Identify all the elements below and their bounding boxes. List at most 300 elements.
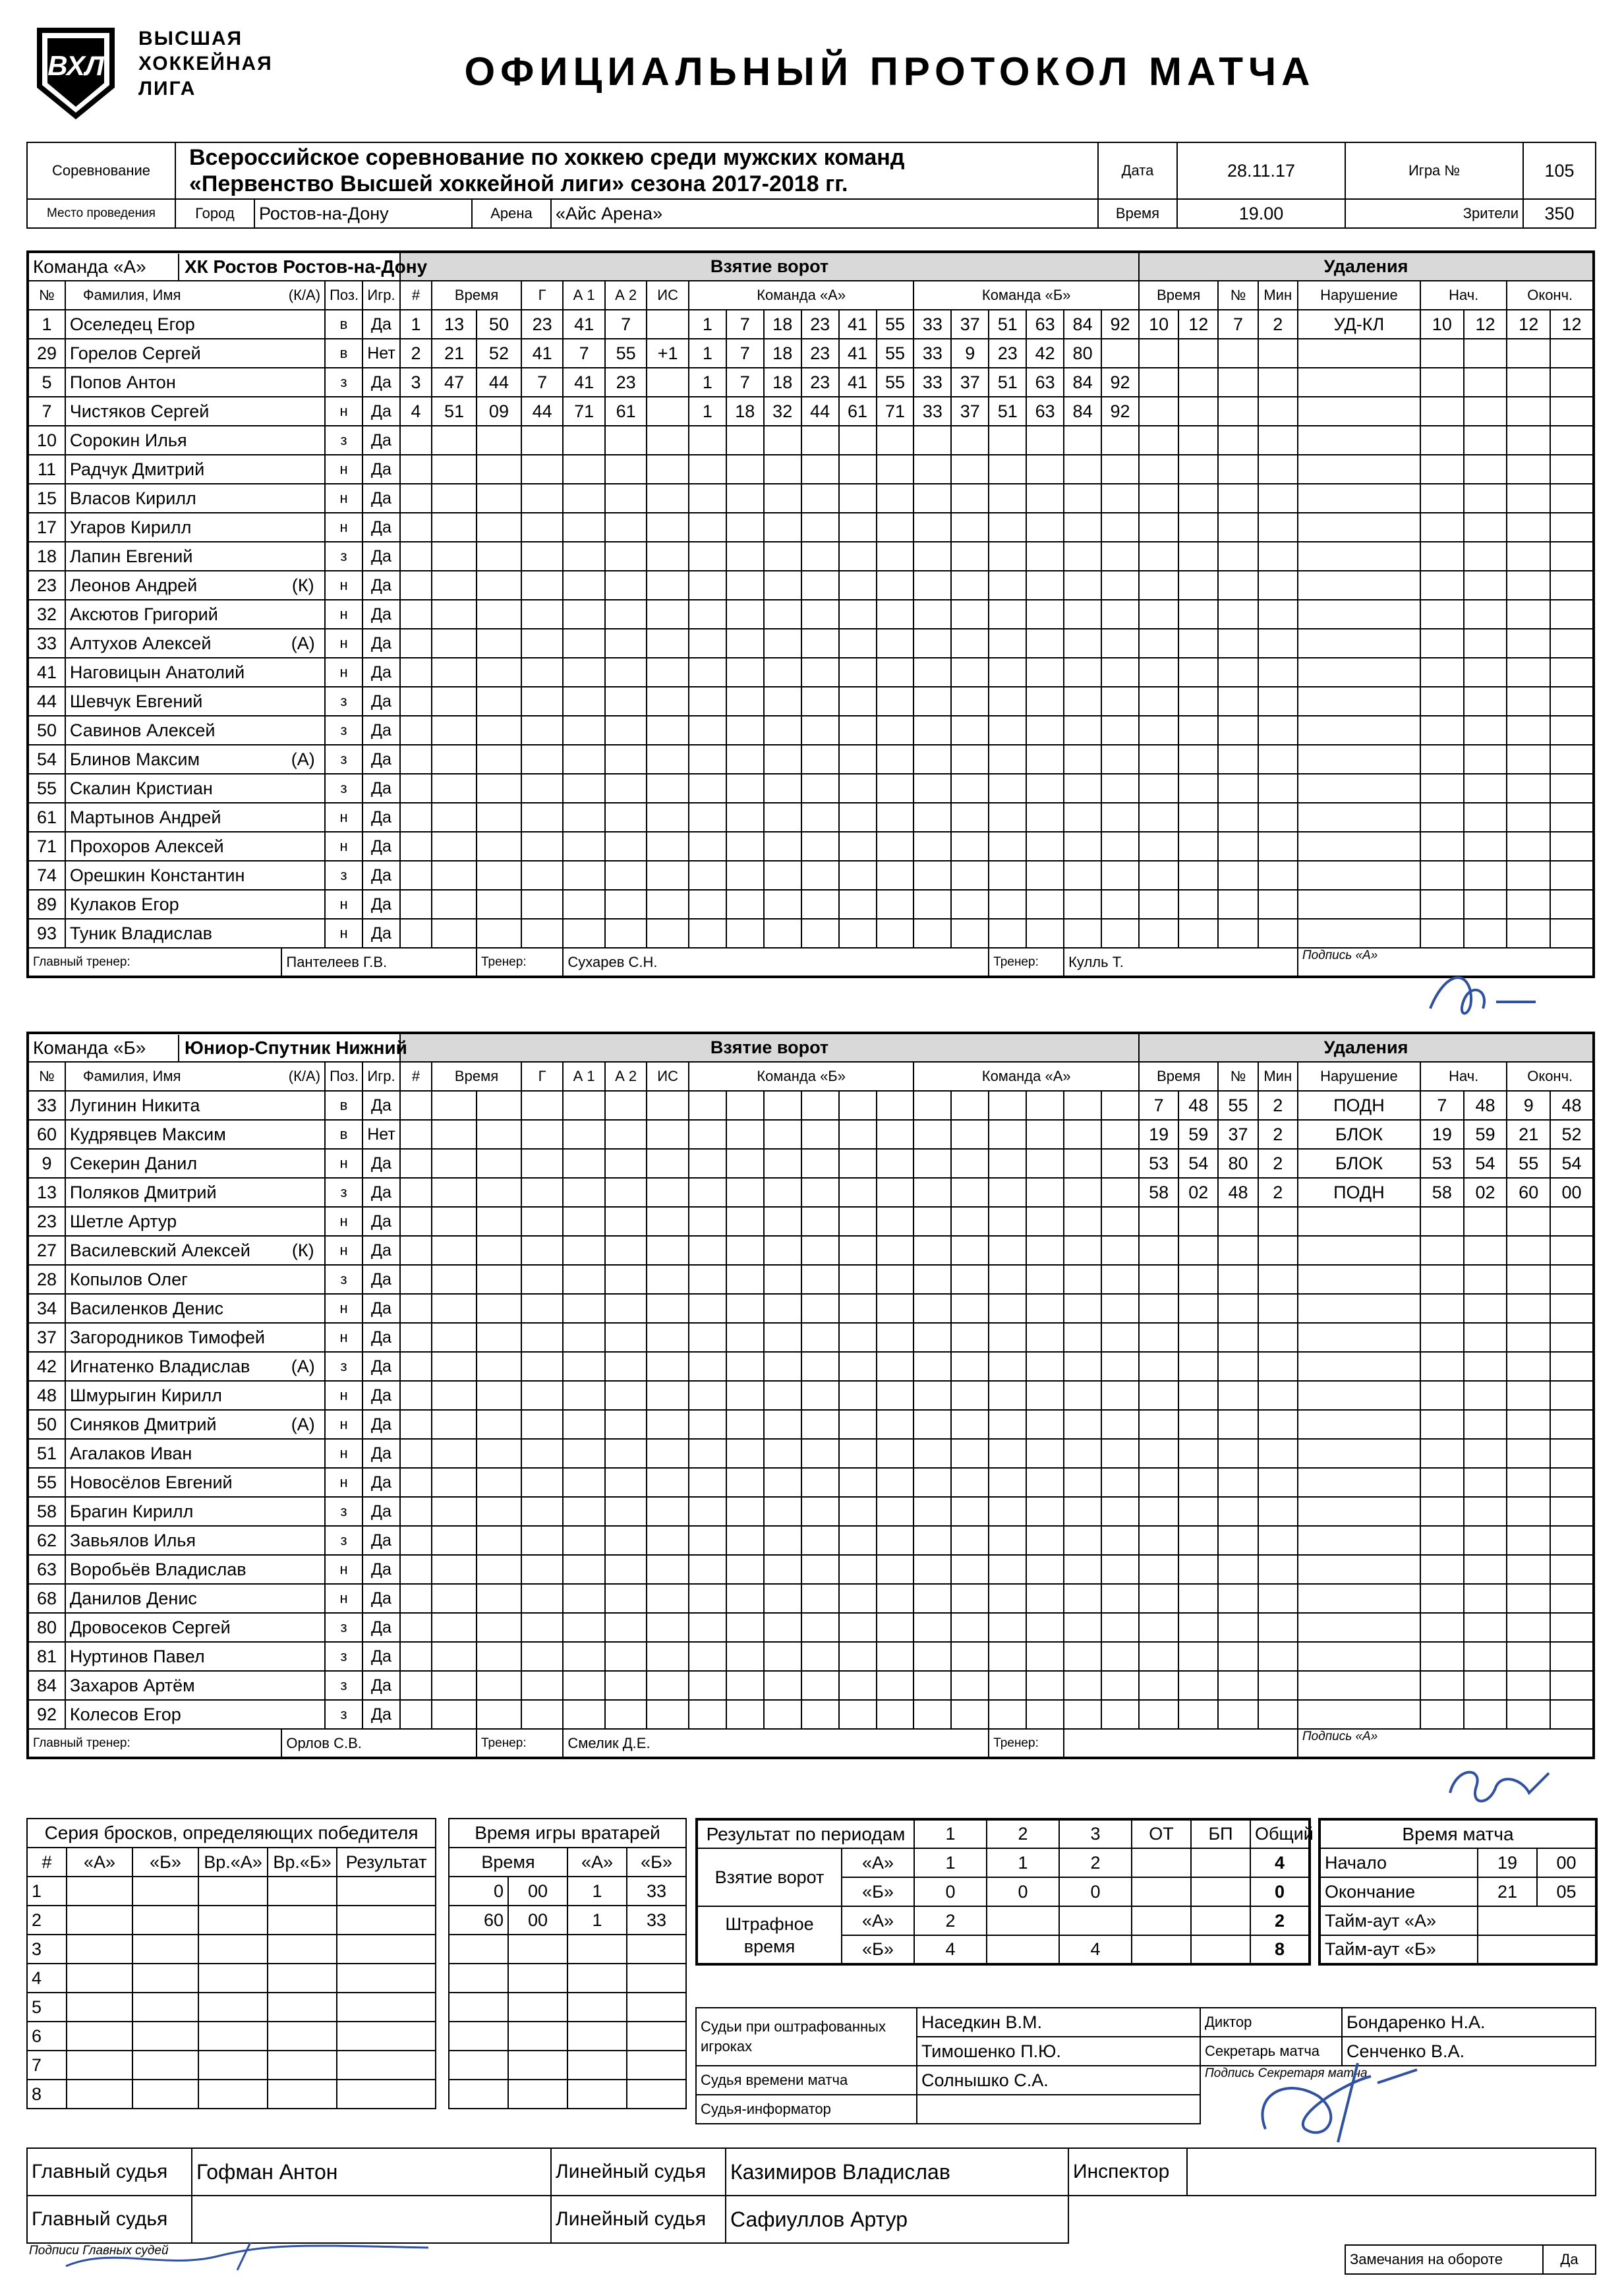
shootout-cell <box>337 1935 436 1964</box>
penalty-es: 48 <box>1550 1091 1594 1120</box>
penalty-ss <box>1464 1526 1507 1555</box>
goal-a1 <box>563 542 605 571</box>
penalty-s <box>1178 1439 1218 1468</box>
penalty-num <box>1218 1294 1258 1323</box>
goal-num <box>400 455 432 484</box>
goal-team-b-player <box>1026 890 1064 919</box>
goal-a1 <box>563 426 605 455</box>
penalty-s: 48 <box>1178 1091 1218 1120</box>
player-row <box>28 1178 1594 1207</box>
goal-team-a-player <box>839 1178 877 1207</box>
goal-team-b-player <box>989 919 1026 948</box>
goal-is <box>647 658 689 687</box>
goal-team-a-player <box>801 745 839 774</box>
goal-a2: 23 <box>605 368 647 397</box>
goal-num <box>400 600 432 629</box>
player-played: Да <box>362 1613 400 1642</box>
goal-team-b-player <box>1064 484 1101 513</box>
goal-team-b-player <box>951 919 989 948</box>
period-team: «А» <box>842 1906 914 1935</box>
team-a-section <box>26 250 1595 978</box>
penalty-m <box>1139 1236 1178 1265</box>
goal-team-b-player <box>951 861 989 890</box>
penalty-sm <box>1420 629 1464 658</box>
goal-num <box>400 832 432 861</box>
period-value <box>1191 1935 1250 1964</box>
penalty-s <box>1178 658 1218 687</box>
goalie-time-s <box>508 1964 567 1993</box>
player-row <box>28 368 1594 397</box>
goal-num <box>400 1671 432 1700</box>
goal-team-b-player <box>914 687 951 716</box>
player-position: н <box>325 1294 362 1323</box>
goal-team-b-player <box>951 600 989 629</box>
penalty-em <box>1507 745 1550 774</box>
goal-is <box>647 1381 689 1410</box>
goalie-b <box>627 2022 686 2051</box>
player-ka <box>281 1439 325 1468</box>
penalty-m <box>1139 658 1178 687</box>
goal-s <box>477 571 521 600</box>
penalty-min <box>1258 542 1298 571</box>
penalty-s <box>1178 803 1218 832</box>
goal-team-b-player <box>914 629 951 658</box>
player-number: 9 <box>28 1149 65 1178</box>
goal-s <box>477 803 521 832</box>
penalty-ss <box>1464 571 1507 600</box>
penalty-sm <box>1420 1700 1464 1729</box>
goal-team-b-player <box>951 1236 989 1265</box>
referee-signature <box>59 2240 455 2273</box>
goal-team-a-player <box>726 629 764 658</box>
inspector-label: Инспектор <box>1068 2148 1187 2196</box>
player-ka <box>281 716 325 745</box>
player-number: 23 <box>28 571 65 600</box>
goal-team-a-player <box>877 1497 914 1526</box>
goalie-col-b: «Б» <box>627 1848 686 1877</box>
goal-team-a-player: 44 <box>801 397 839 426</box>
penalty-sm <box>1420 1323 1464 1352</box>
goal-num <box>400 571 432 600</box>
goal-team-a-player <box>877 1352 914 1381</box>
goal-is <box>647 716 689 745</box>
penalty-min <box>1258 1497 1298 1526</box>
penalty-em <box>1507 658 1550 687</box>
shootout-cell <box>67 1935 132 1964</box>
goal-team-b-player <box>914 1178 951 1207</box>
penalty-es <box>1550 1671 1594 1700</box>
team-a-name: ХК Ростов Ростов-на-Дону <box>185 256 428 277</box>
penalty-s <box>1178 1671 1218 1700</box>
player-row <box>28 832 1594 861</box>
penalty-inf <box>1298 658 1420 687</box>
penalty-em <box>1507 1265 1550 1294</box>
period-col-3: 3 <box>1059 1819 1132 1848</box>
goal-team-a-player <box>877 1381 914 1410</box>
goalie-time-m <box>449 2022 508 2051</box>
penalty-ss <box>1464 1497 1507 1526</box>
penalty-min <box>1258 1323 1298 1352</box>
penalty-es: 52 <box>1550 1120 1594 1149</box>
goal-team-a-player <box>839 1700 877 1729</box>
shootout-cell <box>198 1993 268 2022</box>
penalty-em <box>1507 600 1550 629</box>
goal-team-b-player <box>989 426 1026 455</box>
goal-team-a-player <box>801 542 839 571</box>
goal-team-b-player <box>989 1149 1026 1178</box>
penalty-inf <box>1298 1236 1420 1265</box>
goal-team-a-player <box>877 658 914 687</box>
goal-team-b-player <box>1064 1178 1101 1207</box>
goal-a2 <box>605 455 647 484</box>
goal-team-b-player <box>951 1700 989 1729</box>
goal-team-b-player <box>1064 571 1101 600</box>
goal-team-b-player <box>1026 658 1064 687</box>
penalty-inf <box>1298 919 1420 948</box>
goal-team-b-player <box>1026 455 1064 484</box>
player-played: Да <box>362 310 400 339</box>
shootout-cell <box>198 1935 268 1964</box>
goal-team-b-player <box>1101 774 1139 803</box>
goal-a1 <box>563 1584 605 1613</box>
goal-team-a-player <box>877 1265 914 1294</box>
goal-num <box>400 513 432 542</box>
player-number: 93 <box>28 919 65 948</box>
goal-team-b-player <box>1026 1584 1064 1613</box>
goal-g <box>521 1671 564 1700</box>
goal-team-a-player <box>801 1468 839 1497</box>
penalty-inf <box>1298 803 1420 832</box>
shootout-cell <box>198 1877 268 1906</box>
goal-team-b-player <box>914 919 951 948</box>
player-number: 1 <box>28 310 65 339</box>
goal-a2 <box>605 687 647 716</box>
referees-table <box>26 2147 1596 2244</box>
goalie-b <box>627 2051 686 2080</box>
penalty-num <box>1218 716 1258 745</box>
goal-s <box>477 1265 521 1294</box>
player-row <box>28 658 1594 687</box>
goal-num <box>400 1497 432 1526</box>
goal-team-a-player <box>801 1381 839 1410</box>
player-position: з <box>325 1178 362 1207</box>
penalty-num <box>1218 1439 1258 1468</box>
goal-s <box>477 1120 521 1149</box>
player-ka <box>281 1294 325 1323</box>
goal-team-a-player <box>877 803 914 832</box>
player-number: 55 <box>28 1468 65 1497</box>
penalty-min <box>1258 397 1298 426</box>
penalty-sm <box>1420 774 1464 803</box>
shootout-row-num: 8 <box>27 2080 67 2109</box>
player-row <box>28 1642 1594 1671</box>
player-played: Нет <box>362 1120 400 1149</box>
penalty-m: 7 <box>1139 1091 1178 1120</box>
goal-team-a-player: 7 <box>726 310 764 339</box>
goalie-time-table <box>448 1818 687 2109</box>
goal-team-a-player <box>839 1352 877 1381</box>
penalty-min <box>1258 1642 1298 1671</box>
shootout-col-4: Вр.«Б» <box>268 1848 337 1877</box>
goal-team-a-player <box>839 1294 877 1323</box>
player-number: 68 <box>28 1584 65 1613</box>
goal-a2 <box>605 426 647 455</box>
penalty-min <box>1258 600 1298 629</box>
player-number: 33 <box>28 1091 65 1120</box>
goal-num <box>400 426 432 455</box>
goal-num <box>400 1613 432 1642</box>
goal-is <box>647 1294 689 1323</box>
goal-team-b-player <box>1064 1381 1101 1410</box>
penalty-ss <box>1464 368 1507 397</box>
penalty-em: 9 <box>1507 1091 1550 1120</box>
player-row <box>28 397 1594 426</box>
goal-team-b-player <box>1101 1584 1139 1613</box>
player-played: Да <box>362 745 400 774</box>
shootout-row-num: 4 <box>27 1964 67 1993</box>
goal-team-a-player <box>839 890 877 919</box>
goal-is <box>647 832 689 861</box>
goal-team-a-player <box>689 1410 726 1439</box>
period-col-bp: БП <box>1191 1819 1250 1848</box>
goal-team-b-player <box>1101 1352 1139 1381</box>
player-number: 33 <box>28 629 65 658</box>
goal-team-b-player <box>1064 1497 1101 1526</box>
penalty-min: 2 <box>1258 1149 1298 1178</box>
team-a-header <box>28 252 428 281</box>
goal-team-b-player <box>1064 1613 1101 1642</box>
goal-num <box>400 687 432 716</box>
logo-line2: ХОККЕЙНАЯ <box>138 53 273 74</box>
player-number: 71 <box>28 832 65 861</box>
goal-team-b-player: 51 <box>989 368 1026 397</box>
goal-team-b-player <box>989 1178 1026 1207</box>
penalty-es <box>1550 1584 1594 1613</box>
penalty-min <box>1258 484 1298 513</box>
goal-is <box>647 310 689 339</box>
penalty-num <box>1218 368 1258 397</box>
player-row <box>28 890 1594 919</box>
goal-a1 <box>563 1091 605 1120</box>
player-number: 37 <box>28 1323 65 1352</box>
goal-team-a-player <box>764 1526 801 1555</box>
penalty-em <box>1507 629 1550 658</box>
penalty-inf: УД-КЛ <box>1298 310 1420 339</box>
goal-team-b-player <box>1026 1323 1064 1352</box>
goal-num: 1 <box>400 310 432 339</box>
goal-team-b-player <box>914 803 951 832</box>
goalie-time-m <box>449 1935 508 1964</box>
player-name: Завьялов Илья <box>65 1526 281 1555</box>
goal-a1 <box>563 455 605 484</box>
goal-s <box>477 1642 521 1671</box>
penalty-em <box>1507 1381 1550 1410</box>
player-position: н <box>325 571 362 600</box>
goal-team-b-player <box>1101 484 1139 513</box>
goal-team-b-player <box>1026 1613 1064 1642</box>
goal-team-a-player <box>726 455 764 484</box>
penalty-ss <box>1464 745 1507 774</box>
goal-team-a-player: 1 <box>689 310 726 339</box>
player-ka <box>281 368 325 397</box>
player-played: Да <box>362 1642 400 1671</box>
penalty-min <box>1258 1613 1298 1642</box>
goalie-time-s <box>508 2080 567 2109</box>
goal-team-a-player: 23 <box>801 310 839 339</box>
col-goal-a1: А 1 <box>563 281 605 310</box>
goal-team-b-player: 33 <box>914 310 951 339</box>
goal-team-a-player <box>726 484 764 513</box>
penalty-min: 2 <box>1258 1178 1298 1207</box>
goal-team-b-player <box>989 1410 1026 1439</box>
penalty-es <box>1550 426 1594 455</box>
penalty-es <box>1550 745 1594 774</box>
player-row <box>28 716 1594 745</box>
goal-m <box>432 1468 477 1497</box>
goal-m <box>432 1091 477 1120</box>
goal-g <box>521 745 564 774</box>
goal-team-b-player: 63 <box>1026 397 1064 426</box>
goal-team-b-player <box>989 1207 1026 1236</box>
goal-a2 <box>605 484 647 513</box>
player-played: Да <box>362 1091 400 1120</box>
goal-is <box>647 890 689 919</box>
goal-m <box>432 1294 477 1323</box>
goal-m <box>432 1236 477 1265</box>
goal-team-b-player <box>1064 600 1101 629</box>
goalie-a <box>567 2051 627 2080</box>
goal-a2 <box>605 1265 647 1294</box>
goal-team-b-player <box>914 1526 951 1555</box>
goal-team-a-player <box>839 919 877 948</box>
goal-team-a-player <box>877 455 914 484</box>
shootout-cell <box>132 1964 198 1993</box>
goalie-col-time: Время <box>449 1848 567 1877</box>
period-row <box>697 1848 1310 1877</box>
player-ka <box>281 861 325 890</box>
goal-num <box>400 1294 432 1323</box>
goal-team-b-player <box>1101 1555 1139 1584</box>
goal-team-b-player <box>951 1294 989 1323</box>
period-total: 2 <box>1250 1906 1310 1935</box>
goal-team-b-player <box>1064 1555 1101 1584</box>
goal-a1: 41 <box>563 310 605 339</box>
player-row <box>28 919 1594 948</box>
goal-num <box>400 1149 432 1178</box>
timeout-a-label: Тайм-аут «А» <box>1320 1906 1478 1935</box>
player-position: н <box>325 803 362 832</box>
penalty-m: 53 <box>1139 1149 1178 1178</box>
penalty-ss <box>1464 716 1507 745</box>
goal-team-b-player <box>1026 919 1064 948</box>
player-ka: (А) <box>281 1352 325 1381</box>
player-position: з <box>325 1497 362 1526</box>
competition-label: Соревнование <box>27 142 175 199</box>
penalty-em: 12 <box>1507 310 1550 339</box>
penalty-em <box>1507 1526 1550 1555</box>
penalty-m <box>1139 426 1178 455</box>
player-number: 54 <box>28 745 65 774</box>
shootout-cell <box>67 2022 132 2051</box>
goal-team-a-player <box>689 571 726 600</box>
penalty-num <box>1218 1497 1258 1526</box>
player-position: в <box>325 1120 362 1149</box>
penalty-em <box>1507 1236 1550 1265</box>
player-number: 23 <box>28 1207 65 1236</box>
goal-team-b-player <box>989 803 1026 832</box>
goal-num <box>400 919 432 948</box>
shootout-cell <box>67 2080 132 2109</box>
penalty-em <box>1507 1294 1550 1323</box>
shootout-col-0: # <box>27 1848 67 1877</box>
goal-team-b-player <box>1026 1352 1064 1381</box>
shootout-cell <box>198 2080 268 2109</box>
goal-team-b-player <box>1064 1149 1101 1178</box>
penalty-s <box>1178 1352 1218 1381</box>
player-number: 5 <box>28 368 65 397</box>
goal-team-b-player <box>914 1613 951 1642</box>
goal-team-a-player <box>764 658 801 687</box>
referee-label-1: Главный судья <box>27 2148 192 2196</box>
penalty-num <box>1218 658 1258 687</box>
penalty-s <box>1178 861 1218 890</box>
city-value: Ростов-на-Дону <box>254 199 472 228</box>
goal-team-a-player: 41 <box>839 368 877 397</box>
goal-team-b-player <box>1026 832 1064 861</box>
goal-s <box>477 658 521 687</box>
goal-team-a-player <box>801 1120 839 1149</box>
penalty-num: 55 <box>1218 1091 1258 1120</box>
logo-line3: ЛИГА <box>138 78 196 100</box>
player-ka <box>281 1700 325 1729</box>
player-name: Орешкин Константин <box>65 861 281 890</box>
goal-s: 09 <box>477 397 521 426</box>
goal-is <box>647 1352 689 1381</box>
penalty-sm <box>1420 1497 1464 1526</box>
penalty-m <box>1139 397 1178 426</box>
goal-team-b-player <box>914 513 951 542</box>
goal-is <box>647 1410 689 1439</box>
penalty-num <box>1218 1265 1258 1294</box>
goal-g <box>521 687 564 716</box>
penalty-s <box>1178 716 1218 745</box>
goal-num <box>400 1410 432 1439</box>
period-value <box>1132 1935 1191 1964</box>
goal-is <box>647 774 689 803</box>
penalty-min <box>1258 426 1298 455</box>
penalty-sm <box>1420 745 1464 774</box>
goal-s <box>477 600 521 629</box>
penalty-ss <box>1464 658 1507 687</box>
player-number: 58 <box>28 1497 65 1526</box>
goal-team-b-player <box>951 1613 989 1642</box>
goal-a2 <box>605 1613 647 1642</box>
goal-team-b-player <box>1064 1410 1101 1439</box>
goal-g: 44 <box>521 397 564 426</box>
goal-team-a-player <box>764 832 801 861</box>
goal-team-b-player <box>1026 1236 1064 1265</box>
penalty-em <box>1507 339 1550 368</box>
goal-is <box>647 1207 689 1236</box>
player-ka <box>281 1149 325 1178</box>
player-played: Да <box>362 513 400 542</box>
period-value <box>1132 1877 1191 1906</box>
goal-s <box>477 861 521 890</box>
goal-s: 44 <box>477 368 521 397</box>
goal-team-b-player <box>914 1323 951 1352</box>
goal-team-a-player <box>726 1207 764 1236</box>
goal-team-b-player: 92 <box>1101 397 1139 426</box>
